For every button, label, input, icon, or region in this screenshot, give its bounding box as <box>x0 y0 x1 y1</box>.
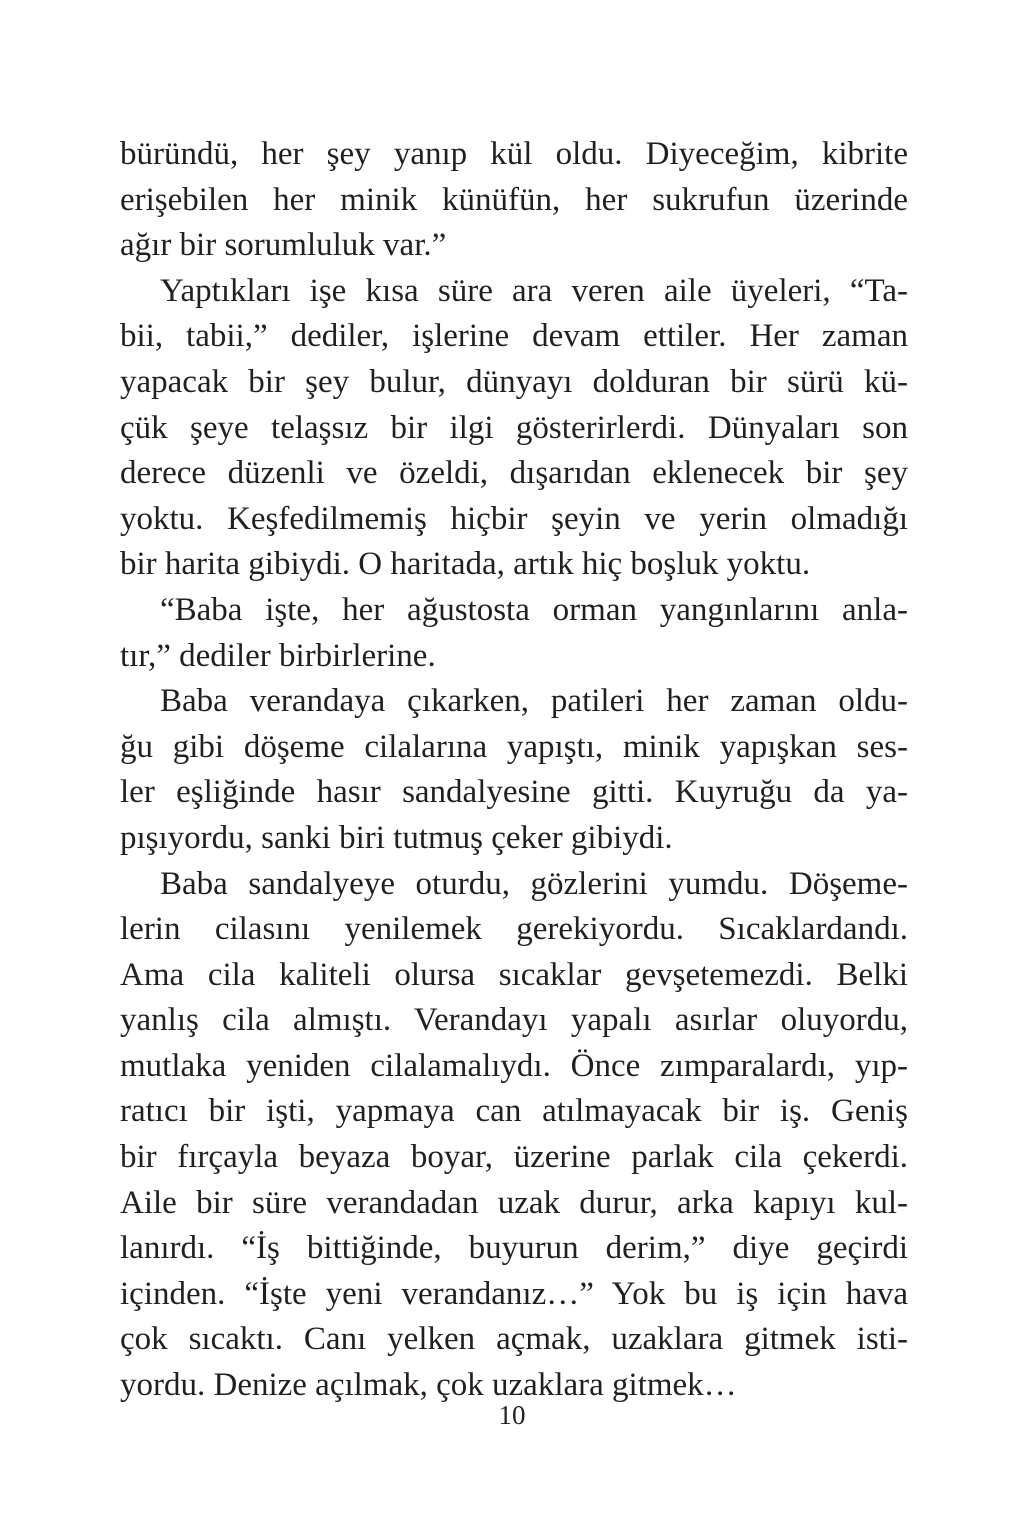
text-line: yoktu. Keşfedilmemiş hiçbir şeyin ve yerin olmadığı <box>120 500 908 537</box>
text-line: Baba verandaya çıkarken, patileri her zaman oldu- <box>160 683 908 720</box>
paragraph <box>120 269 908 588</box>
text-line: ğu gibi döşeme cilalarına yapıştı, minik yapışkan ses- <box>120 728 908 765</box>
paragraph <box>120 862 908 1409</box>
text-line: yordu. Denize açılmak, çok uzaklara gitmek… <box>120 1367 737 1404</box>
text-line: bir harita gibiydi. O haritada, artık hiç boşluk yoktu. <box>120 546 811 583</box>
text-line: lerin cilasını yenilemek gerekiyordu. Sıcaklardandı. <box>120 911 908 948</box>
text-line: Yaptıkları işe kısa süre ara veren aile üyeleri, “Ta- <box>160 272 908 309</box>
text-line: ler eşliğinde hasır sandalyesine gitti. Kuyruğu da ya- <box>120 774 908 811</box>
paragraph <box>120 588 908 679</box>
page-number: 10 <box>498 1400 526 1430</box>
text-line: çok sıcaktı. Canı yelken açmak, uzaklara gitmek isti- <box>120 1321 908 1358</box>
text-line: büründü, her şey yanıp kül oldu. Diyeceğim, kibrite <box>120 136 908 172</box>
text-line: ratıcı bir işti, yapmaya can atılmayacak bir iş. Geniş <box>120 1093 908 1130</box>
text-line: mutlaka yeniden cilalamalıydı. Önce zımparalardı, yıp- <box>120 1047 908 1084</box>
text-line: Ama cila kaliteli olursa sıcaklar gevşetemezdi. Belki <box>120 956 908 993</box>
text-line: lanırdı. “İş bittiğinde, buyurun derim,” diye geçirdi <box>120 1230 908 1267</box>
text-line: ağır bir sorumluluk var.” <box>120 227 447 264</box>
text-line: içinden. “İşte yeni verandanız…” Yok bu iş için hava <box>120 1275 908 1312</box>
text-line: Aile bir süre verandadan uzak durur, arka kapıyı kul- <box>120 1184 908 1221</box>
text-line: derece düzenli ve özeldi, dışarıdan eklenecek bir şey <box>120 455 908 492</box>
paragraph <box>120 132 908 269</box>
text-line: yapacak bir şey bulur, dünyayı dolduran bir sürü kü- <box>120 363 908 400</box>
paragraph <box>120 679 908 861</box>
text-line: tır,” dediler birbirlerine. <box>120 637 436 674</box>
text-line: bir fırçayla beyaza boyar, üzerine parlak cila çekerdi. <box>120 1139 908 1176</box>
text-line: erişebilen her minik künüfün, her sukrufun üzerinde <box>120 181 908 218</box>
text-line: “Baba işte, her ağustosta orman yangınlarını anla- <box>160 591 908 628</box>
text-line: pışıyordu, sanki biri tutmuş çeker gibiydi. <box>120 819 673 856</box>
body-text <box>120 132 908 1409</box>
text-line: çük şeye telaşsız bir ilgi gösterirlerdi. Dünyaları son <box>120 409 908 446</box>
text-line: Baba sandalyeye oturdu, gözlerini yumdu. Döşeme- <box>160 865 908 902</box>
text-line: bii, tabii,” dediler, işlerine devam ettiler. Her zaman <box>120 318 908 355</box>
text-line: yanlış cila almıştı. Verandayı yapalı asırlar oluyordu, <box>120 1002 908 1039</box>
